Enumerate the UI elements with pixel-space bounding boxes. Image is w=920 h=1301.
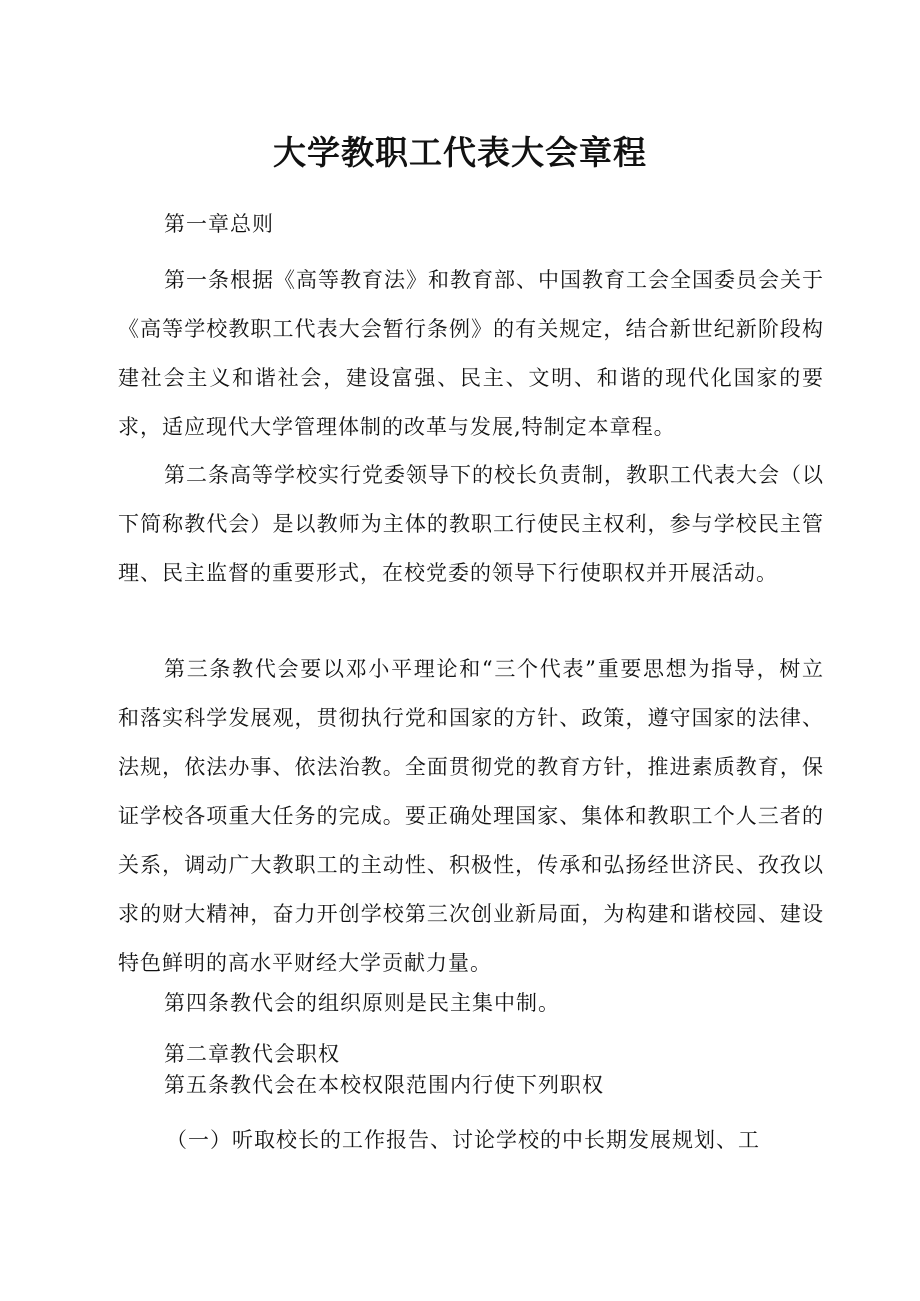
article-3-paragraph: 第三条教代会要以邓小平理论和“三个代表”重要思想为指导，树立和落实科学发展观，贯彻执行党和国家的方针、政策，遵守国家的法律、法规，依法办事、依法治教。全面贯彻党的教育方针，推进素质教育，保证学校各项重大任务的完成。要正确处理国家、集体和教职工个人三者的关系，调动广大教职工的主动性、积极性，传承和弘扬经世济民、孜孜以求的财大精神，奋力开创学校第三次创业新局面，为构建和谐校园、建设特色鲜明的高水平财经大学贡献力量。	[118, 657, 824, 975]
article-5-item-1: （一）听取校长的工作报告、讨论学校的中长期发展规划、工	[166, 1128, 760, 1152]
article-1-paragraph: 第一条根据《高等教育法》和教育部、中国教育工会全国委员会关于《高等学校教职工代表大会暂行条例》的有关规定，结合新世纪新阶段构建社会主义和谐社会，建设富强、民主、文明、和谐的现代化国家的要求，适应现代大学管理体制的改革与发展,特制定本章程。	[118, 268, 824, 439]
document-title: 大学教职工代表大会章程	[273, 133, 647, 172]
article-2-paragraph: 第二条高等学校实行党委领导下的校长负责制，教职工代表大会（以下简称教代会）是以教师为主体的教职工行使民主权利，参与学校民主管理、民主监督的重要形式，在校党委的领导下行使职权并开展活动。	[118, 463, 824, 585]
chapter-1-heading: 第一章总则	[164, 212, 274, 236]
article-4-paragraph: 第四条教代会的组织原则是民主集中制。	[164, 991, 560, 1015]
article-5-paragraph: 第五条教代会在本校权限范围内行使下列职权	[164, 1073, 604, 1097]
chapter-2-heading: 第二章教代会职权	[164, 1042, 340, 1066]
